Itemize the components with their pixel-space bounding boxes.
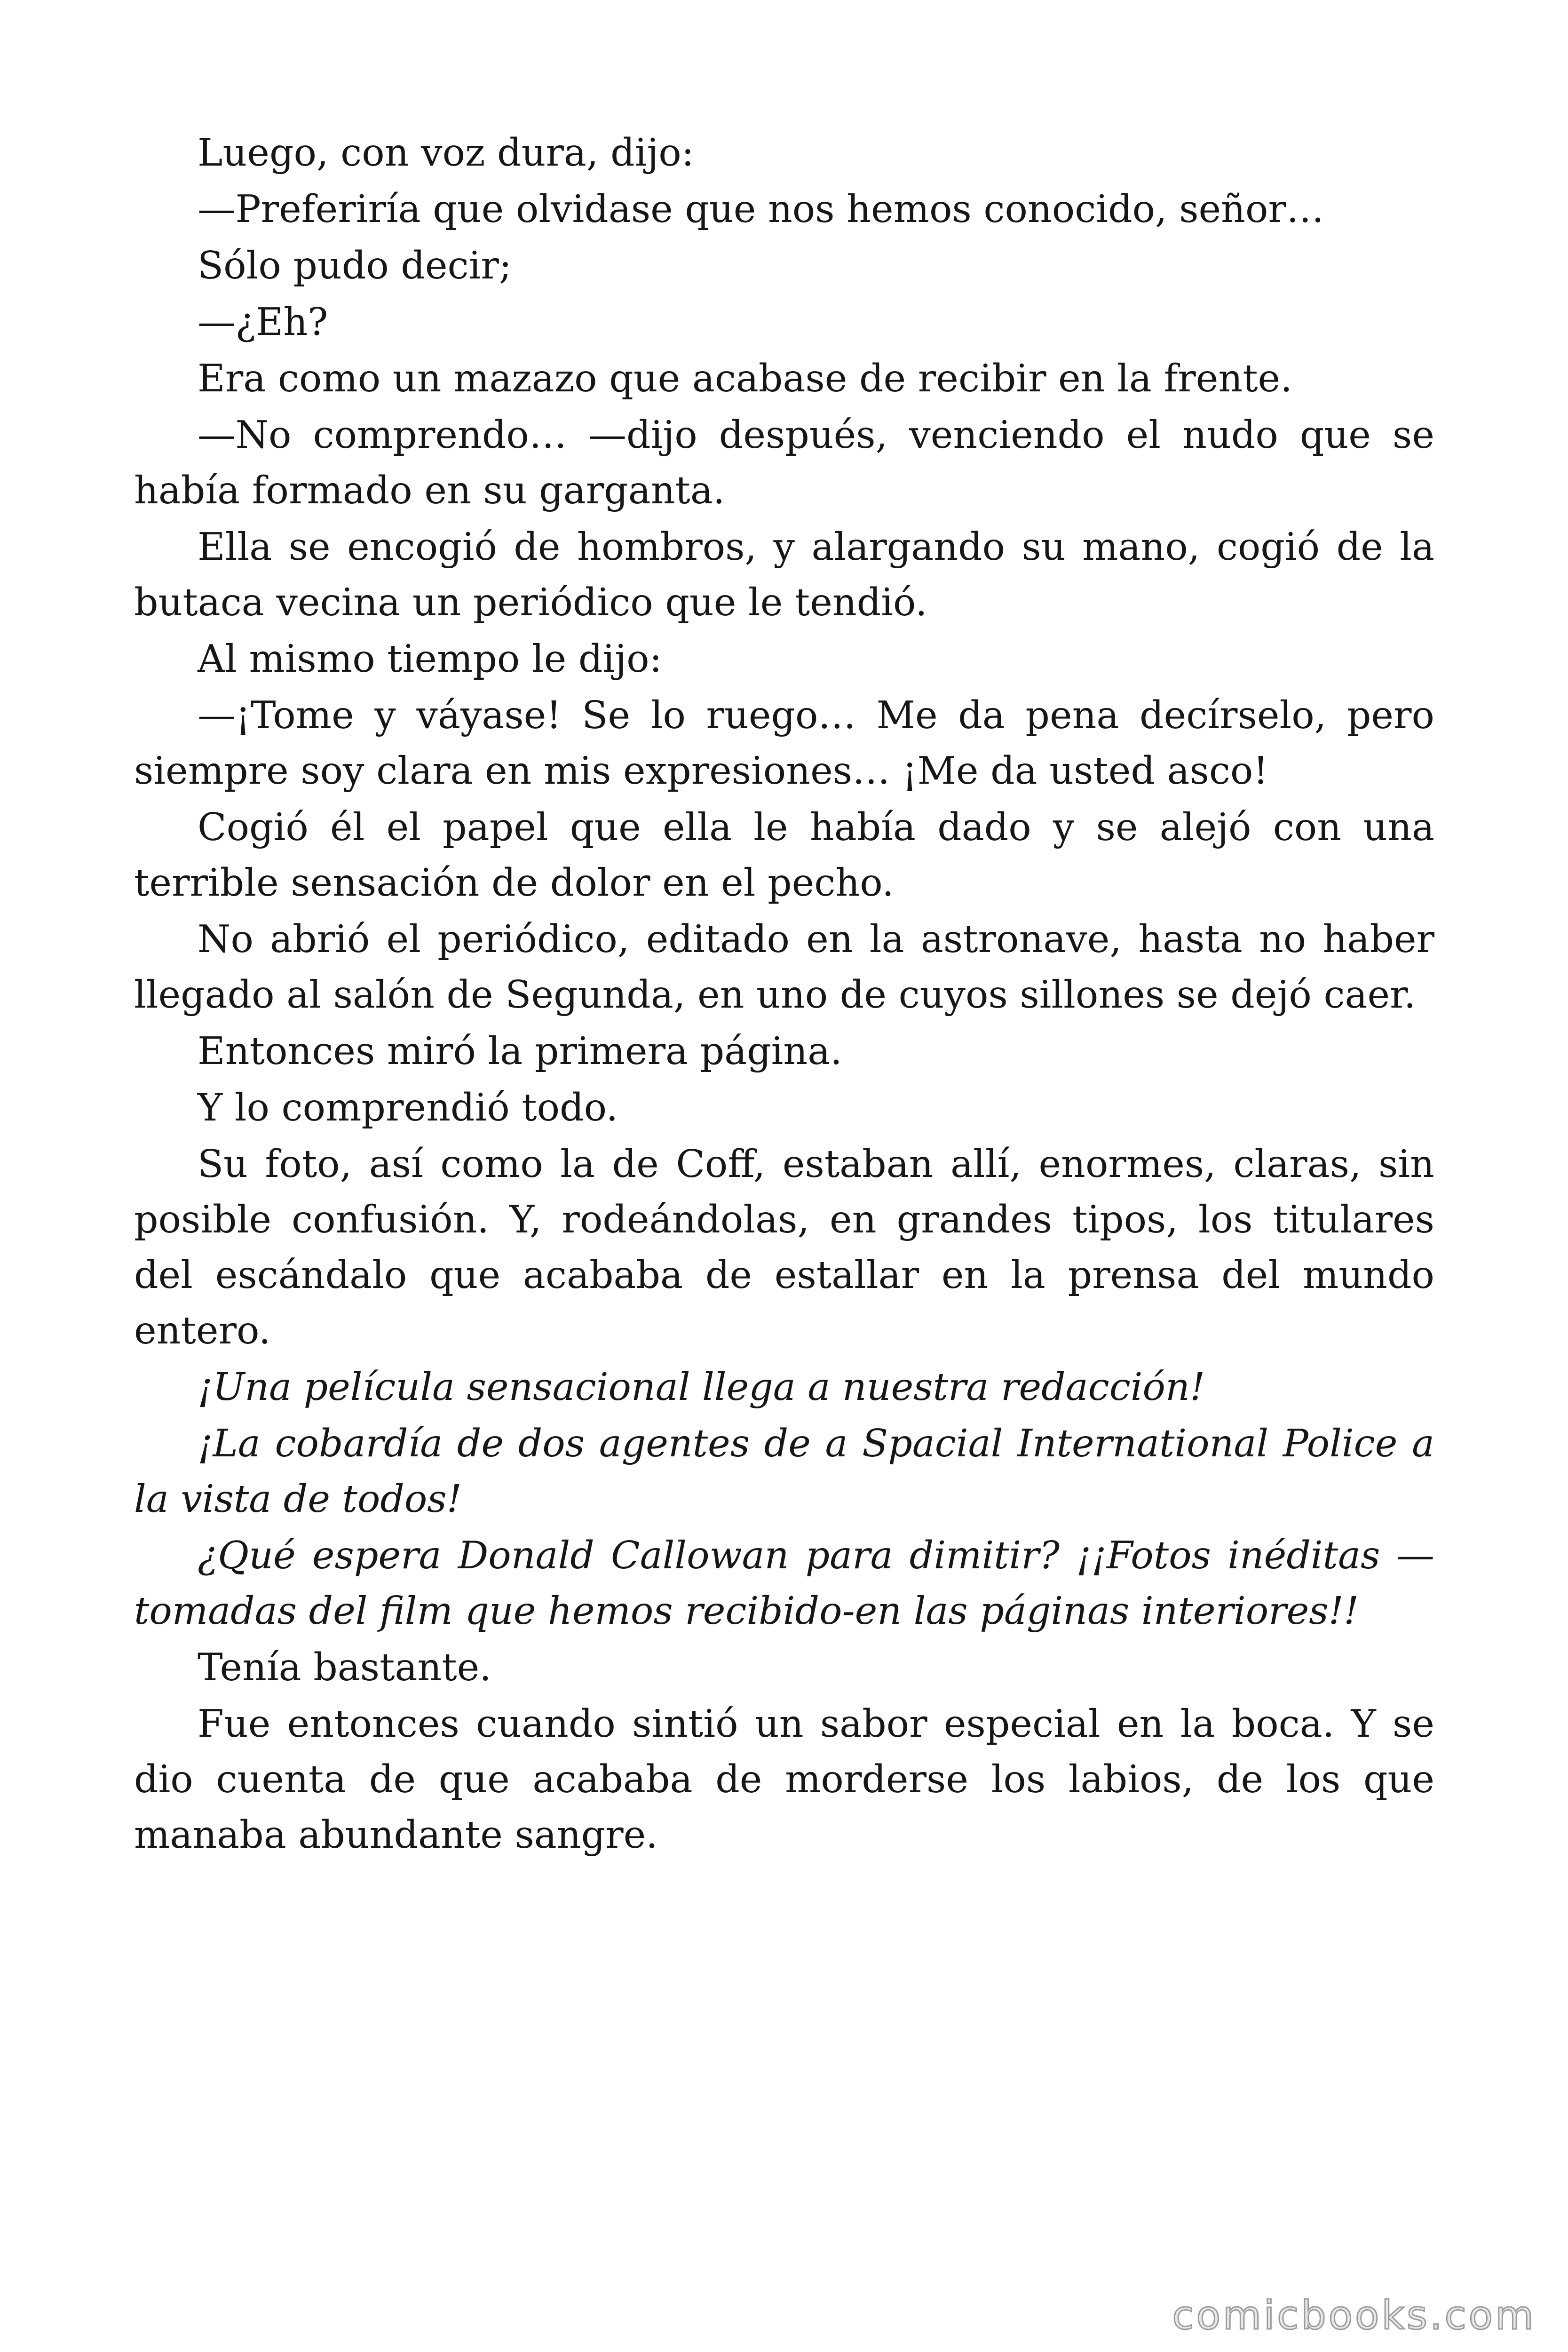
headline-paragraph: ¿Qué espera Donald Callowan para dimitir? ¡¡Fotos inéditas —tomadas del film que hemos recibido-en las páginas interiores!! <box>134 1533 1434 1633</box>
headline-paragraph: ¡Una película sensacional llega a nuestra redacción! <box>198 1365 1205 1409</box>
paragraph: Era como un mazazo que acabase de recibir en la frente. <box>198 356 1292 400</box>
paragraph: Cogió él el papel que ella le había dado y se alejó con una terrible sensación de dolor en el pecho. <box>134 805 1434 905</box>
watermark: comicbooks.com <box>1172 2292 1536 2338</box>
paragraph: Al mismo tiempo le dijo: <box>198 636 662 681</box>
paragraph: —¿Eh? <box>198 300 328 344</box>
paragraph: Luego, con voz dura, dijo: <box>198 130 694 175</box>
paragraph: Fue entonces cuando sintió un sabor especial en la boca. Y se dio cuenta de que acababa de morderse los labios, de los que manaba abundante sangre. <box>134 1701 1434 1857</box>
paragraph: Tenía bastante. <box>198 1645 491 1689</box>
headline-paragraph: ¡La cobardía de dos agentes de a Spacial International Police a la vista de todos! <box>134 1421 1434 1521</box>
paragraph: —¡Tome y váyase! Se lo ruego… Me da pena decírselo, pero siempre soy clara en mis expresiones… ¡Me da usted asco! <box>134 693 1434 793</box>
paragraph: —Preferiría que olvidase que nos hemos conocido, señor… <box>198 187 1324 231</box>
paragraph: Entonces miró la primera página. <box>198 1029 842 1073</box>
paragraph: No abrió el periódico, editado en la astronave, hasta no haber llegado al salón de Segunda, en uno de cuyos sillones se dejó caer. <box>134 917 1434 1017</box>
paragraph: Y lo comprendió todo. <box>198 1085 618 1129</box>
paragraph: —No comprendo… —dijo después, venciendo el nudo que se había formado en su garganta. <box>134 413 1434 512</box>
page-body <box>134 125 1434 1863</box>
paragraph: Su foto, así como la de Coff, estaban allí, enormes, claras, sin posible confusión. Y, rodeándolas, en grandes tipos, los titulares del escándalo que acababa de estallar en la prensa del mundo entero. <box>134 1142 1434 1352</box>
paragraph: Ella se encogió de hombros, y alargando su mano, cogió de la butaca vecina un periódico que le tendió. <box>134 524 1434 624</box>
paragraph: Sólo pudo decir; <box>198 243 512 287</box>
